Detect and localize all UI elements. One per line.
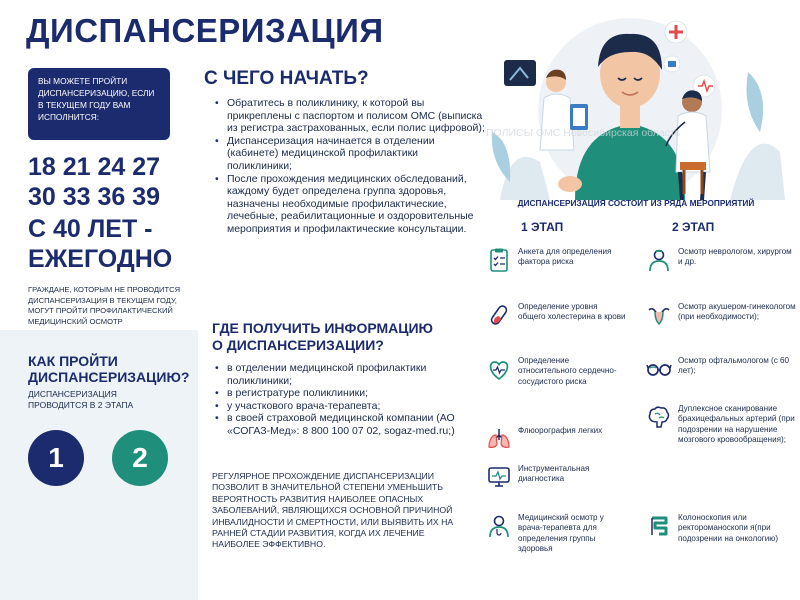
stage-two-item-colonoscopy: [646, 513, 796, 544]
where-title-line-1: ГДЕ ПОЛУЧИТЬ ИНФОРМАЦИЮ: [212, 320, 433, 336]
stage-one-item-therapist: [486, 513, 626, 554]
eligibility-box: ВЫ МОЖЕТЕ ПРОЙТИ ДИСПАНСЕРИЗАЦИЮ, ЕСЛИ В ТЕКУЩЕМ ГОДУ ВАМ ИСПОЛНИТСЯ:: [28, 68, 170, 140]
stage-two-label: 2 ЭТАП: [672, 220, 715, 234]
heart-icon: [486, 356, 512, 382]
ages-line-1: 18 21 24 27: [28, 153, 161, 181]
stage-one-item-cholesterol: [486, 302, 626, 328]
how-title-line-2: ДИСПАНСЕРИЗАЦИЮ?: [28, 369, 190, 385]
yearly-from-40: [28, 214, 172, 274]
how-to-text: [28, 389, 133, 411]
steps-title: ДИСПАНСЕРИЗАЦИЯ СОСТОИТ ИЗ РЯДА МЕРОПРИЯТИЙ: [517, 198, 755, 208]
where-info-title: [212, 320, 462, 354]
step-one-circle: 1: [28, 430, 84, 486]
step-two-circle: 2: [112, 430, 168, 486]
how-text-line-2: ПРОВОДИТСЯ В 2 ЭТАПА: [28, 400, 134, 410]
intestine-icon: [646, 513, 672, 539]
yearly-line-2: ЕЖЕГОДНО: [28, 245, 173, 273]
stage-one-item-cardio-risk: [486, 356, 626, 387]
item-text: Инструментальная диагностика: [518, 464, 590, 484]
doctors-illustration: [480, 12, 790, 200]
page-title: ДИСПАНСЕРИЗАЦИЯ: [26, 12, 384, 49]
stage-one-item-questionnaire: [486, 247, 626, 273]
item-text: Флюорография легких: [518, 426, 603, 435]
eligible-ages: [28, 152, 160, 212]
list-item: • После прохождения медицинских обследований, каждому будет определена группа здоровья, назначены необходимые профилактические, лечебные, реабилитационные и оздоровительные мероприятия и профилактические консультации.: [213, 173, 485, 236]
list-item: • у участкового врача-терапевта;: [213, 400, 473, 413]
monitor-diagnostics-icon: [486, 464, 512, 490]
how-text-line-1: ДИСПАНСЕРИЗАЦИЯ: [28, 389, 117, 399]
yearly-line-1: С 40 ЛЕТ -: [28, 215, 153, 243]
item-text: Определение относительного сердечно-сосудистого риска: [518, 356, 617, 386]
how-title-line-1: КАК ПРОЙТИ: [28, 353, 118, 369]
stage-two-item-duplex-scan: [646, 404, 796, 445]
doctor-icon: [486, 513, 512, 539]
item-text: Медицинский осмотр у врача-терапевта для определения группы здоровья: [518, 513, 604, 553]
clipboard-checklist-icon: [486, 247, 512, 273]
watermark: ПОЛИСЫ ОМС Новосибирская область: [486, 127, 681, 139]
list-item: • Диспансеризация начинается в отделении (кабинете) медицинской профилактики поликлиники;: [213, 135, 485, 173]
list-item: • в отделении медицинской профилактики поликлиники;: [213, 362, 473, 387]
list-item: • Обратитесь в поликлинику, к которой вы прикреплены с паспортом и полисом ОМС (выписка из регистра застрахованных, если полис цифровой);: [213, 97, 485, 135]
stage-one-item-instrumental: [486, 464, 626, 490]
doctor-icon: [646, 247, 672, 273]
where-title-line-2: О ДИСПАНСЕРИЗАЦИИ?: [212, 337, 384, 353]
where-info-list: [213, 362, 473, 438]
ages-line-2: 30 33 36 39: [28, 183, 161, 211]
item-text: Осмотр акушером-гинекологом (при необходимости);: [678, 302, 796, 322]
item-text: Осмотр офтальмологом (с 60 лет);: [678, 356, 790, 376]
stage-two-item-ophthalmologist: [646, 356, 796, 382]
list-item: • в своей страховой медицинской компании (АО «СОГАЗ-Мед»: 8 800 100 07 02, sogaz-med.ru;): [213, 412, 473, 437]
stage-two-item-neurologist: [646, 247, 796, 273]
lungs-icon: [486, 426, 512, 452]
stage-one-label: 1 ЭТАП: [521, 220, 564, 234]
item-text: Дуплексное сканирование брахицефальных артерий (при подозрении на нарушение мозгового кровообращения);: [678, 404, 795, 444]
regular-checkup-note: РЕГУЛЯРНОЕ ПРОХОЖДЕНИЕ ДИСПАНСЕРИЗАЦИИ ПОЗВОЛИТ В ЗНАЧИТЕЛЬНОЙ СТЕПЕНИ УМЕНЬШИТЬ ВЕРОЯТНОСТЬ РАЗВИТИЯ НАИБОЛЕЕ ОПАСНЫХ ЗАБОЛЕВАНИЙ, ЯВЛЯЮЩИХСЯ ОСНОВНОЙ ПРИЧИНОЙ ИНВАЛИДНОСТИ И СМЕРТНОСТИ, ИЛИ ВЫЯВИТЬ ИХ НА РАННЕЙ СТАДИИ РАЗВИТИЯ, КОГДА ИХ ЛЕЧЕНИЕ НАИБОЛЕЕ ЭФФЕКТИВНО.: [212, 471, 454, 550]
glasses-icon: [646, 356, 672, 382]
uterus-icon: [646, 302, 672, 328]
where-to-start-title: С ЧЕГО НАЧАТЬ?: [204, 68, 369, 89]
blood-test-tube-icon: [486, 302, 512, 328]
citizens-note: ГРАЖДАНЕ, КОТОРЫМ НЕ ПРОВОДИТСЯ ДИСПАНСЕРИЗАЦИЯ В ТЕКУЩЕМ ГОДУ, МОГУТ ПРОЙТИ ПРОФИЛАКТИЧЕСКИЙ МЕДИЦИНСКИЙ ОСМОТР: [28, 285, 181, 326]
list-item: • в регистратуре поликлиники;: [213, 387, 473, 400]
item-text: Осмотр неврологом, хирургом и др.: [678, 247, 792, 267]
stage-one-item-fluorography: [486, 426, 626, 452]
where-to-start-list: [213, 97, 485, 236]
item-text: Анкета для определения фактора риска: [518, 247, 612, 267]
stage-two-item-gynecologist: [646, 302, 796, 328]
how-to-title: [28, 353, 189, 385]
item-text: Определение уровня общего холестерина в крови: [518, 302, 626, 322]
item-text: Колоноскопия или ректороманоскопи я(при подозрении на онкологию): [678, 513, 779, 543]
brain-icon: [646, 404, 672, 430]
